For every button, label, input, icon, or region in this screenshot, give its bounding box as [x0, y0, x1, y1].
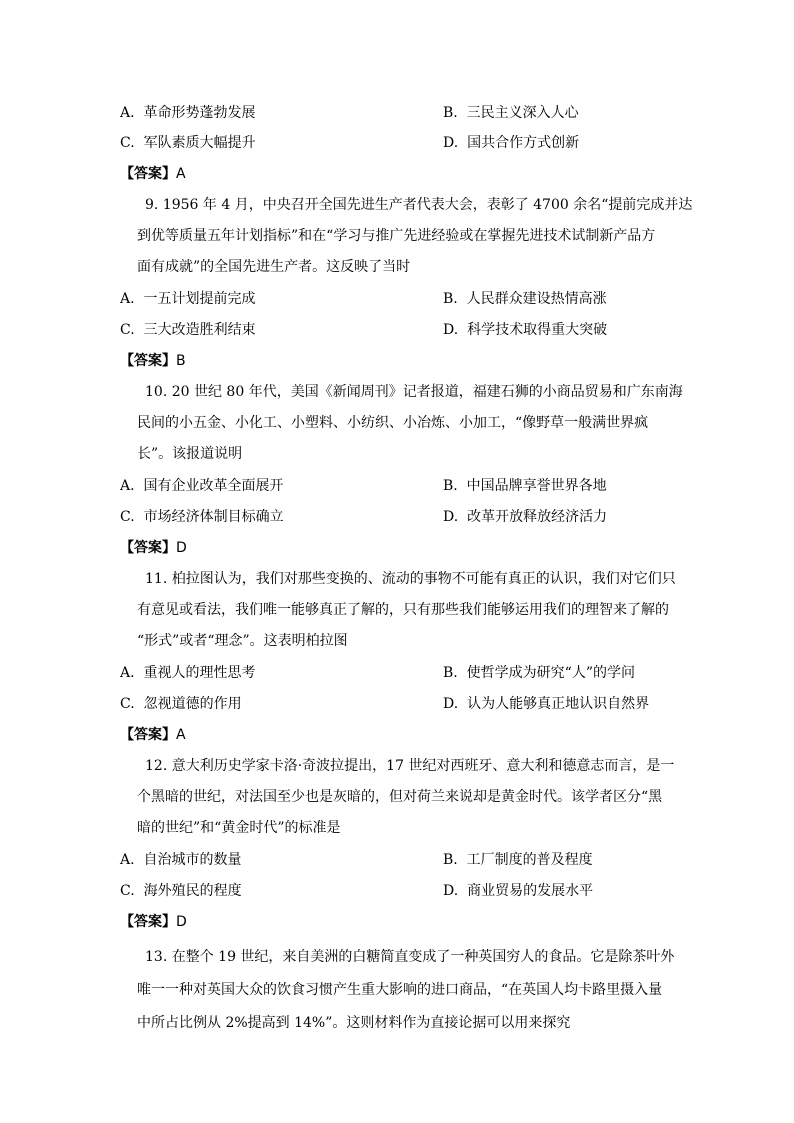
q11-stem-line-1: 11. 柏拉图认为，我们对那些变换的、流动的事物不可能有真正的认识，我们对它们只 — [145, 571, 676, 587]
answer-value: A — [176, 166, 186, 182]
q9-stem-line-3: 面有成就”的全国先进生产者。这反映了当时 — [137, 259, 411, 275]
answer-tag: 【答案】 — [120, 540, 176, 556]
q13-stem-line-1: 13. 在整个 19 世纪，来自美洲的白糖简直变成了一种英国穷人的食品。它是除茶叶外 — [145, 949, 675, 965]
answer-tag: 【答案】 — [120, 914, 176, 930]
q9-answer — [120, 351, 186, 371]
q9-option-a[interactable]: A. 一五计划提前完成 — [120, 291, 256, 307]
q11-answer — [120, 725, 186, 745]
q12-option-d[interactable]: D. 商业贸易的发展水平 — [443, 883, 594, 899]
q8-option-d[interactable]: D. 国共合作方式创新 — [443, 135, 580, 151]
q11-options-row-2 — [120, 694, 680, 714]
q11-stem-line-3: “形式”或者“理念”。这表明柏拉图 — [137, 633, 348, 649]
q10-option-d[interactable]: D. 改革开放释放经济活力 — [443, 509, 608, 525]
q12-options-row-2 — [120, 881, 680, 901]
q12-answer — [120, 912, 187, 932]
q11-option-d[interactable]: D. 认为人能够真正地认识自然界 — [443, 696, 650, 712]
q11-stem — [137, 564, 680, 657]
answer-value: A — [176, 727, 186, 743]
q13-stem-line-2: 唯一一种对英国大众的饮食习惯产生重大影响的进口商品，“在英国人均卡路里摄入量 — [137, 982, 663, 998]
q11-stem-line-2: 有意见或看法，我们唯一能够真正了解的，只有那些我们能够运用我们的理智来了解的 — [137, 602, 669, 618]
q12-stem-line-3: 暗的世纪”和“黄金时代”的标准是 — [137, 820, 341, 836]
q8-option-b[interactable]: B. 三民主义深入人心 — [443, 105, 579, 121]
answer-value: D — [176, 540, 187, 556]
q9-stem-line-1: 9. 1956 年 4 月，中央召开全国先进生产者代表大会，表彰了 4700 余名“提前完成并达 — [145, 197, 693, 213]
q12-option-a[interactable]: A. 自治城市的数量 — [120, 852, 242, 868]
q11-options-row-1 — [120, 663, 680, 683]
q9-stem-line-2: 到优等质量五年计划指标”和在“学习与推广先进经验或在掌握先进技术试制新产品方 — [137, 228, 656, 244]
q10-option-a[interactable]: A. 国有企业改革全面展开 — [120, 478, 284, 494]
q12-stem-line-1: 12. 意大利历史学家卡洛·奇波拉提出，17 世纪对西班牙、意大利和德意志而言，是一 — [145, 758, 675, 774]
q9-option-b[interactable]: B. 人民群众建设热情高涨 — [443, 291, 607, 307]
q12-stem — [137, 751, 680, 844]
answer-value: D — [176, 914, 187, 930]
q8-option-c[interactable]: C. 军队素质大幅提升 — [120, 135, 256, 151]
q9-options-row-1 — [120, 289, 680, 309]
q10-stem-line-3: 长”。该报道说明 — [137, 446, 243, 462]
q13-stem-line-3: 中所占比例从 2%提高到 14%”。这则材料作为直接论据可以用来探究 — [137, 1015, 571, 1031]
q12-option-b[interactable]: B. 工厂制度的普及程度 — [443, 852, 593, 868]
q10-options-row-2 — [120, 507, 680, 527]
answer-tag: 【答案】 — [120, 727, 176, 743]
q11-option-a[interactable]: A. 重视人的理性思考 — [120, 665, 256, 681]
q8-answer — [120, 164, 186, 184]
q9-option-c[interactable]: C. 三大改造胜利结束 — [120, 322, 256, 338]
q13-stem — [137, 941, 680, 1040]
q10-answer — [120, 538, 187, 558]
q12-option-c[interactable]: C. 海外殖民的程度 — [120, 883, 242, 899]
q8-option-a[interactable]: A. 革命形势蓬勃发展 — [120, 105, 256, 121]
q12-stem-line-2: 个黑暗的世纪，对法国至少也是灰暗的，但对荷兰来说却是黄金时代。该学者区分“黑 — [137, 789, 663, 805]
q12-options-row-1 — [120, 850, 680, 870]
q10-option-b[interactable]: B. 中国品牌享誉世界各地 — [443, 478, 607, 494]
q8-options-row-2 — [120, 133, 680, 153]
answer-value: B — [176, 353, 186, 369]
q10-stem — [137, 377, 683, 470]
q10-stem-line-2: 民间的小五金、小化工、小塑料、小纺织、小冶炼、小加工，“像野草一般满世界疯 — [137, 415, 649, 431]
q10-options-row-1 — [120, 476, 680, 496]
q11-option-b[interactable]: B. 使哲学成为研究“人”的学问 — [443, 665, 635, 681]
q9-option-d[interactable]: D. 科学技术取得重大突破 — [443, 322, 608, 338]
answer-tag: 【答案】 — [120, 353, 176, 369]
q9-stem — [137, 190, 693, 283]
q9-options-row-2 — [120, 320, 680, 340]
q11-option-c[interactable]: C. 忽视道德的作用 — [120, 696, 242, 712]
q8-options-row-1 — [120, 103, 680, 123]
q10-option-c[interactable]: C. 市场经济体制目标确立 — [120, 509, 284, 525]
q10-stem-line-1: 10. 20 世纪 80 年代，美国《新闻周刊》记者报道，福建石狮的小商品贸易和广东南海 — [145, 384, 683, 400]
answer-tag: 【答案】 — [120, 166, 176, 182]
